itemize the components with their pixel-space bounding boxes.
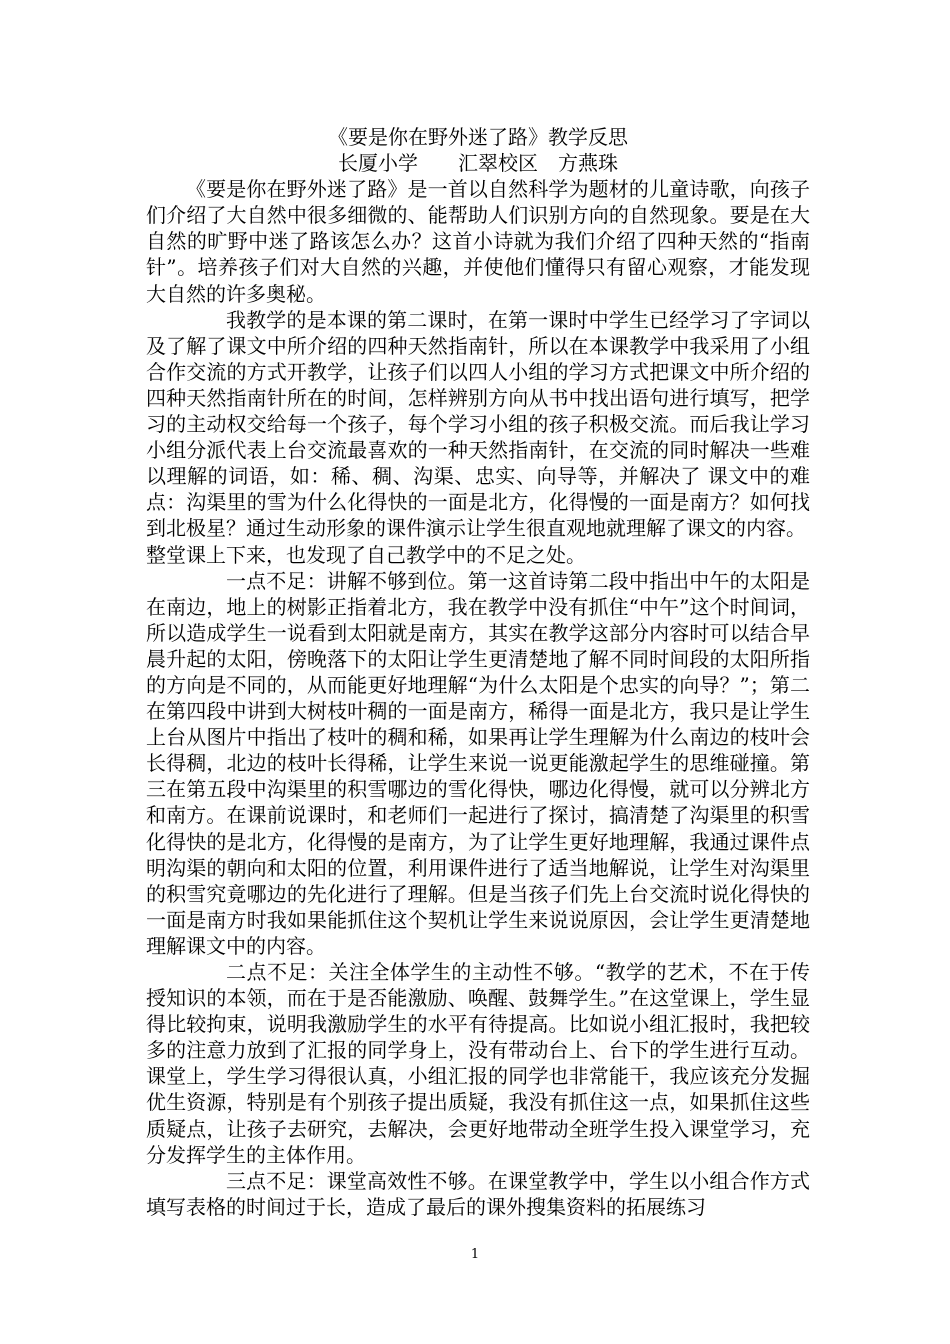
paragraph-shortcoming-1: 一点不足：讲解不够到位。第一这首诗第二段中指出中午的太阳是在南边，地上的树影正指着北方，我在教学中没有抓住“中午”这个时间词，所以造成学生一说看到太阳就是南方，其实在教学这部分内容时可以结合早晨升起的太阳，傍晚落下的太阳让学生更清楚地了解不同时间段的太阳所指的方向是不同的，从而能更好地理解“为什么太阳是个忠实的向导？”；第二在第四段中讲到大树枝叶稠的一面是南方，稀得一面是北方，我只是让学生上台从图片中指出了枝叶的稠和稀，如果再让学生理解为什么南边的枝叶会长得稠，北边的枝叶长得稀，让学生来说一说更能激起学生的思维碰撞。第三在第五段中沟渠里的积雪哪边的雪化得快，哪边化得慢，就可以分辨北方和南方。在课前说课时，和老师们一起进行了探讨，搞清楚了沟渠里的积雪化得快的是北方，化得慢的是南方，为了让学生更好地理解，我通过课件点明沟渠的朝向和太阳的位置，利用课件进行了适当地解说，让学生对沟渠里的积雪究竟哪边的先化进行了理解。但是当孩子们先上台交流时说化得快的一面是南方时我如果能抓住这个契机让学生来说说原因，会让学生更清楚地理解课文中的内容。 xyxy=(146,568,810,958)
paragraph-shortcoming-2: 二点不足：关注全体学生的主动性不够。“教学的艺术，不在于传授知识的本领，而在于是否能激励、唤醒、鼓舞学生。”在这堂课上，学生显得比较拘束，说明我激励学生的水平有待提高。比如说小组汇报时，我把较多的注意力放到了汇报的同学身上，没有带动台上、台下的学生进行互动。课堂上，学生学习得很认真，小组汇报的同学也非常能干，我应该充分发掘优生资源，特别是有个别孩子提出质疑，我没有抓住这一点，如果抓住这些质疑点，让孩子去研究，去解决，会更好地带动全班学生投入课堂学习，充分发挥学生的主体作用。 xyxy=(146,960,810,1167)
document-title: 《要是你在野外迷了路》教学反思 xyxy=(328,125,628,149)
paragraph-summary: 整堂课上下来，也发现了自己教学中的不足之处。 xyxy=(146,542,586,567)
paragraph-intro: 《要是你在野外迷了路》是一首以自然科学为题材的儿童诗歌，向孩子们介绍了大自然中很多细微的、能帮助人们识别方向的自然现象。要是在大自然的旷野中迷了路该怎么办？这首小诗就为我们介绍了四种天然的“指南针”。培养孩子们对大自然的兴趣，并使他们懂得只有留心观察，才能发现大自然的许多奥秘。 xyxy=(146,177,810,306)
document-byline: 长厦小学 汇翠校区 方燕珠 xyxy=(338,151,618,176)
document-body xyxy=(146,124,810,1220)
paragraph-shortcoming-3: 三点不足：课堂高效性不够。在课堂教学中，学生以小组合作方式填写表格的时间过于长，造成了最后的课外搜集资料的拓展练习 xyxy=(146,1168,810,1219)
page-number: 1 xyxy=(470,1247,480,1262)
paragraph-teaching-process: 我教学的是本课的第二课时，在第一课时中学生已经学习了字词以及了解了课文中所介绍的四种天然指南针，所以在本课教学中我采用了小组合作交流的方式开教学，让孩子们以四人小组的学习方式把课文中所介绍的四种天然指南针所在的时间，怎样辨别方向从书中找出语句进行填写，把学习的主动权交给每一个孩子，每个学习小组的孩子积极交流。而后我让学习小组分派代表上台交流最喜欢的一种天然指南针，在交流的同时解决一些难以理解的词语，如：稀、稠、沟渠、忠实、向导等，并解决了 课文中的难点：沟渠里的雪为什么化得快的一面是北方，化得慢的一面是南方？如何找到北极星？通过生动形象的课件演示让学生很直观地就理解了课文的内容。 xyxy=(146,307,810,541)
